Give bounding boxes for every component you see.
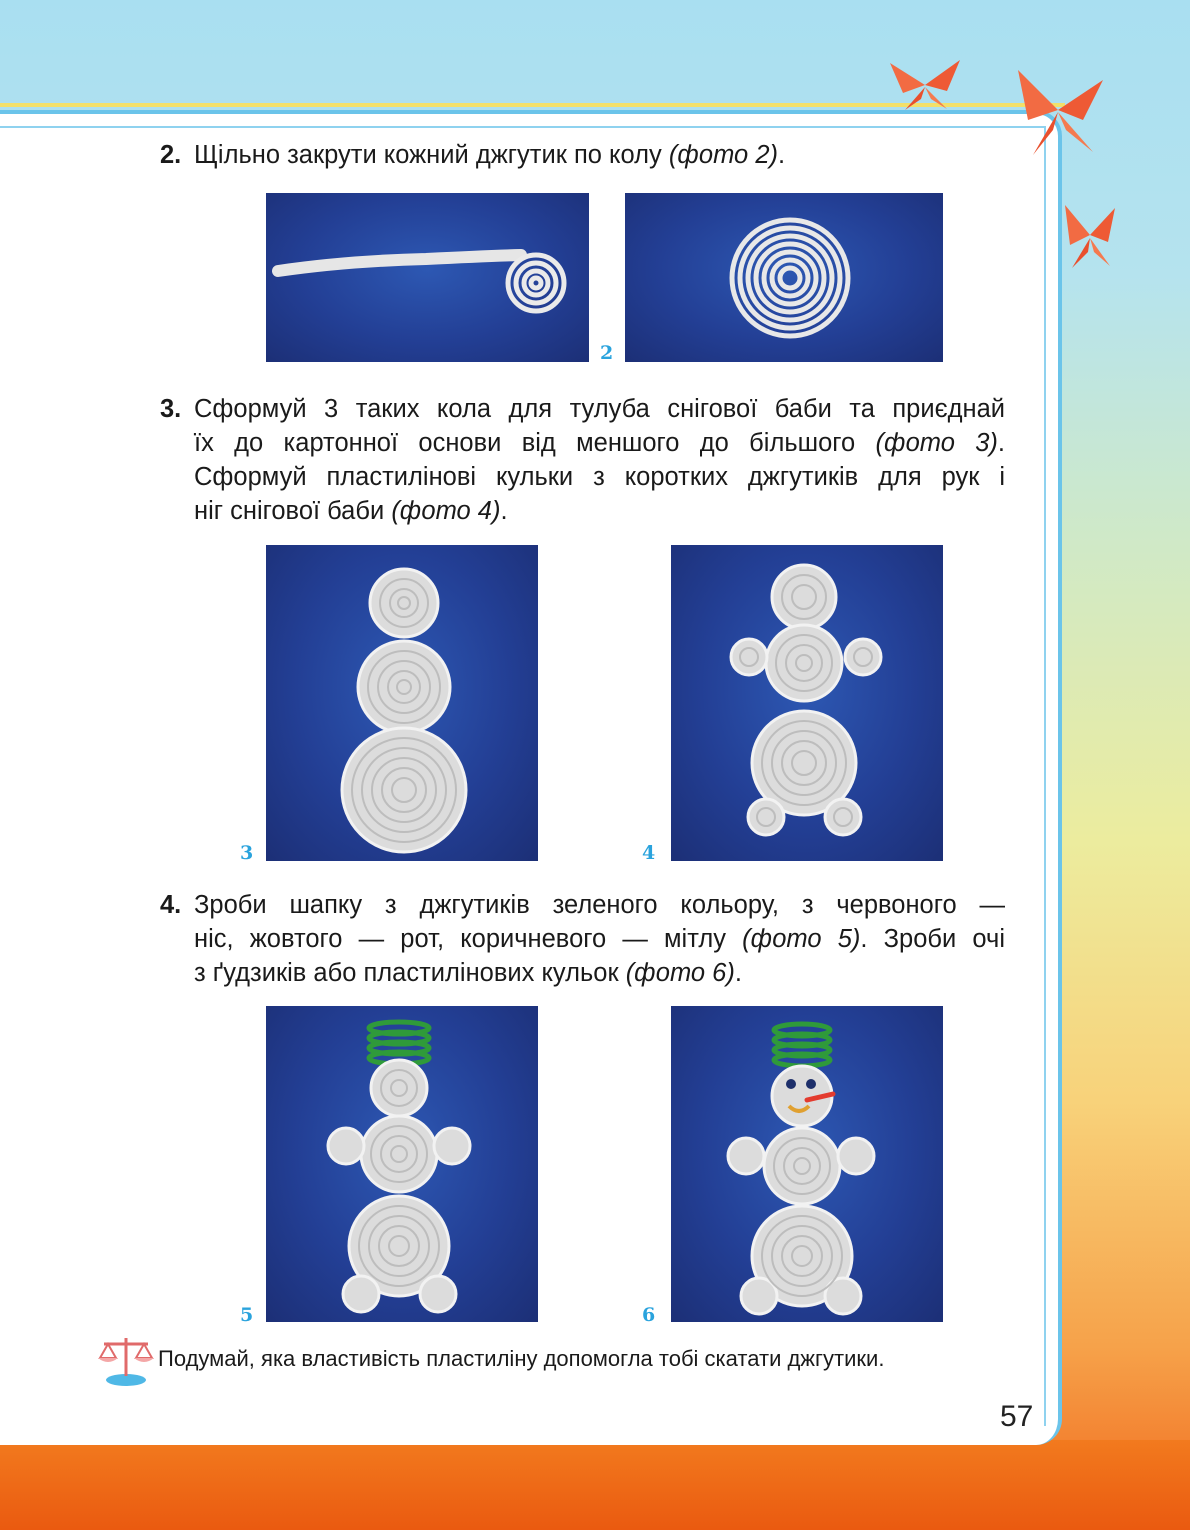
page-number: 57 — [1000, 1400, 1034, 1433]
photo-coil-forming — [266, 193, 589, 362]
step-line: ніг снігової баби (фото 4). — [194, 497, 508, 525]
step-number: 3. — [160, 395, 182, 423]
card-border-line — [0, 126, 1044, 128]
photo-snowman-face — [671, 1006, 943, 1322]
photo-reference: (фото 2) — [668, 141, 778, 169]
photo-label: 4 — [642, 842, 656, 864]
bottom-band — [0, 1440, 1190, 1530]
photo-snowman-body — [266, 545, 538, 861]
scales-icon — [96, 1328, 156, 1388]
photo-coil-disc — [625, 193, 943, 362]
photo-label: 3 — [240, 842, 254, 864]
step-line: Зроби шапку з джгутиків зеленого кольору, з червоного — — [194, 891, 1005, 919]
butterfly-icon — [1008, 60, 1108, 160]
step-3 — [160, 392, 1005, 525]
step-line: ніс, жовтого — рот, коричневого — мітлу (фото 5). Зроби очі — [194, 925, 1005, 953]
photo-reference: (фото 5) — [742, 925, 861, 953]
card-border-vline — [1044, 126, 1046, 1426]
photo-snowman-limbs — [671, 545, 943, 861]
step-number: 4. — [160, 891, 182, 919]
photo-reference: (фото 3) — [875, 429, 998, 457]
photo-reference: (фото 6) — [625, 959, 735, 987]
butterfly-icon — [1060, 200, 1120, 270]
step-text: Щільно закрути кожний джгутик по колу — [194, 141, 669, 169]
photo-snowman-hat — [266, 1006, 538, 1322]
photo-reference: (фото 4) — [391, 497, 501, 525]
reflection-question: Подумай, яка властивість пластиліну допомогла тобі скатати джгутики. — [158, 1346, 885, 1371]
step-line: Сформуй 3 таких кола для тулуба снігової баби та приєднай — [194, 395, 1005, 423]
step-number: 2. — [160, 141, 182, 169]
step-end: . — [778, 141, 786, 169]
step-line: їх до картонної основи від меншого до більшого (фото 3). — [194, 429, 1005, 457]
photo-label: 2 — [600, 342, 614, 364]
step-line: з ґудзиків або пластилінових кульок (фото 6). — [194, 959, 742, 987]
step-4 — [160, 888, 1005, 987]
photo-label: 6 — [642, 1304, 656, 1326]
butterfly-icon — [885, 55, 965, 115]
step-line: Сформуй пластилінові кульки з коротких джгутиків для рук і — [194, 463, 1005, 491]
step-2 — [160, 138, 1005, 172]
photo-label: 5 — [240, 1304, 254, 1326]
